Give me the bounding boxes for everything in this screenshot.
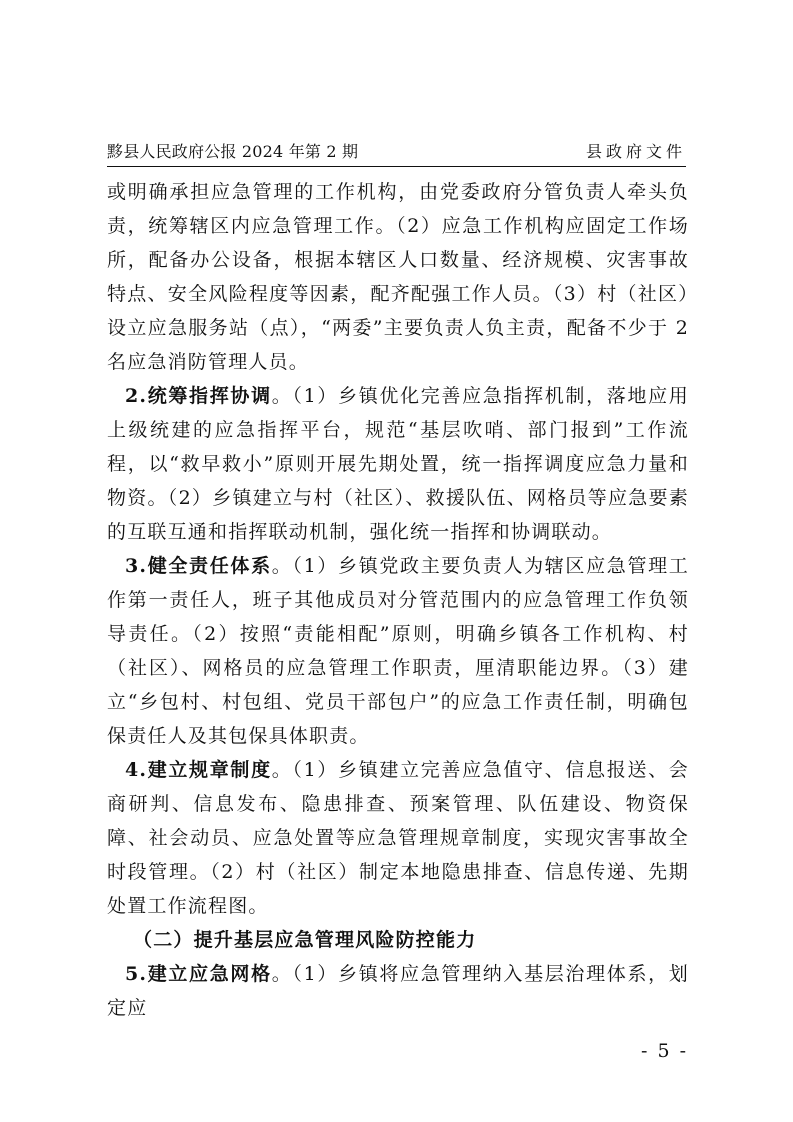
paragraph-item-4 xyxy=(107,753,689,923)
item-heading: 3.健全责任体系 xyxy=(125,555,272,577)
paragraph-continuation xyxy=(107,175,689,379)
paragraph-text: 或明确承担应急管理的工作机构，由党委政府分管负责人牵头负责，统筹辖区内应急管理工作。（2）应急工作机构应固定工作场所，配备办公设备，根据本辖区人口数量、经济规模、灾害事故特点、安全风险程度等因素，配齐配强工作人员。（3）村（社区）设立应急服务站（点），“两委”主要负责人负主责，配备不少于 2 名应急消防管理人员。 xyxy=(107,181,689,373)
item-heading: 4.建立规章制度 xyxy=(125,759,272,781)
paragraph-item-5 xyxy=(107,957,689,1025)
paragraph-text: 。（1）乡镇建立完善应急值守、信息报送、会商研判、信息发布、隐患排查、预案管理、队伍建设、物资保障、社会动员、应急处置等应急管理规章制度，实现灾害事故全时段管理。（2）村（社区）制定本地隐患排查、信息传递、先期处置工作流程图。 xyxy=(107,759,689,917)
page-header xyxy=(107,142,686,166)
paragraph-item-3 xyxy=(107,549,689,753)
paragraph-text: 。（1）乡镇党政主要负责人为辖区应急管理工作第一责任人，班子其他成员对分管范围内的应急管理工作负领导责任。（2）按照“责能相配”原则，明确乡镇各工作机构、村（社区）、网格员的应急管理工作职责，厘清职能边界。（3）建立“乡包村、村包组、党员干部包户”的应急工作责任制，明确包保责任人及其包保具体职责。 xyxy=(107,555,689,747)
item-heading: 2.统筹指挥协调 xyxy=(125,385,272,407)
paragraph-text: 。（1）乡镇优化完善应急指挥机制，落地应用上级统建的应急指挥平台，规范“基层吹哨、部门报到”工作流程，以“救早救小”原则开展先期处置，统一指挥调度应急力量和物资。（2）乡镇建立与村（社区）、救援队伍、网格员等应急要素的互联互通和指挥联动机制，强化统一指挥和协调联动。 xyxy=(107,385,689,543)
header-section-label: 县政府文件 xyxy=(585,142,686,161)
document-body xyxy=(107,175,689,1025)
section-heading: （二）提升基层应急管理风险防控能力 xyxy=(133,929,477,951)
page-number: - 5 - xyxy=(640,1040,688,1062)
paragraph-item-2 xyxy=(107,379,689,549)
paragraph-text: 。（1）乡镇将应急管理纳入基层治理体系，划定应 xyxy=(107,963,689,1019)
header-publication-title: 黟县人民政府公报 2024 年第 2 期 xyxy=(107,142,359,161)
header-rule xyxy=(107,166,686,167)
item-heading: 5.建立应急网格 xyxy=(125,963,272,985)
